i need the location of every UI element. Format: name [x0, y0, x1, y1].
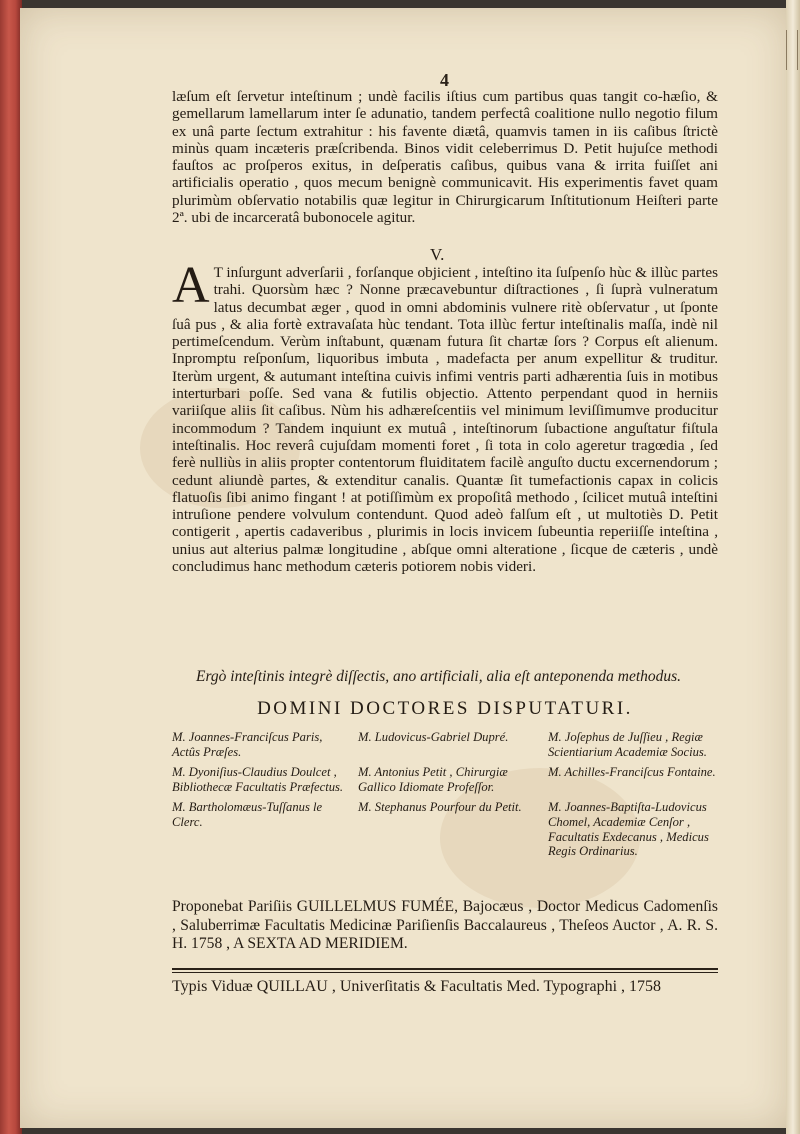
divider-rule — [172, 968, 718, 970]
paragraph-section-v-text: T inſurgunt adverſarii , forſanque objicient , inteſtino ita ſuſpenſo hùc & illùc partes trahi. Quorsùm hæc ? Nonne præcavebuntur diſtractiones , ſi ſuprà vulneratum latus decumbat æger , quod in omni abdominis vulnere ritè obſervatur , ut ſponte ſuâ pus , & alia fortè extravaſata hùc tendant. Tota illùc fertur inteſtinalis maſſa, indè nil pertimeſcendum. Verùm inſtabunt, quænam futura ſit chartæ ſors ? Corpus eſt alienum. Inpromptu reſponſum, liquoribus imbuta , madefacta per anum expellitur & truditur. Iterùm urgent, & autumant inteſtina cuivis infimi ventris parti adhærentia ſuis in motibus interturbari poſſe. Sed vana & futilis objectio. Attento perpendant quod in herniis variiſque aliis ſit caſibus. Nùm his adhæreſcentiis vel minimum leviſſimumve producitur incommodum ? Tandem inquiunt ex mutuâ , inteſtinorum ſubactione anguſtatur fiſtula inteſtinalis. Hoc reverâ cujuſdam momenti foret , ſi tota in colo ageretur tragœdia , ſed ferè nulliùs in aliis propter contentorum fluiditatem facilè anguſto ductu excernendorum ; cedunt aliundè partes, & extenditur canalis. Quantæ ſit tumefactionis capax in colicis flatuoſis ſibi animo fingant ! at potiſſimùm ex propoſitâ methodo , ſcilicet mutuâ inteſtini intruſione pendere volvulum contendunt. Quod adeò falſum eſt , ut multotiès D. Petit contigerit , apertis cadaveribus , plurimis in locis invicem ſubeuntia reperiiſſe inteſtina , unius aut alterius palmæ longitudine , abſque omni alteratione , ſicque de cæteris , undè concludimus hanc methodum cæteris potiorem nobis videri. — [172, 264, 718, 576]
disputants-list — [172, 730, 720, 859]
disputant: M. Stephanus Pourfour du Petit. — [358, 800, 522, 815]
disputant: M. Dyoniſius-Claudius Doulcet , Bibliothecæ Facultatis Præfectus. — [172, 765, 344, 794]
book-binding — [0, 0, 22, 1134]
proposer-statement: Proponebat Pariſiis GUILLELMUS FUMÉE, Bajocæus , Doctor Medicus Cadomenſis , Saluberrimæ Facultatis Medicinæ Pariſienſis Baccalaureus , Theſeos Auctor , A. R. S. H. 1758 , A SEXTA AD MERIDIEM. — [172, 898, 718, 952]
conclusion: Ergò inteſtinis integrè diſſectis, ano artificiali, alia eſt anteponenda methodus. — [196, 668, 682, 685]
disputant: M. Joannes-Baptiſta-Ludovicus Chomel, Academiæ Cenſor , Facultatis Exdecanus , Medicus Regis Ordinarius. — [548, 800, 709, 859]
paragraph-continued: læſum eſt ſervetur inteſtinum ; undè facilis iſtius cum partibus quas tangit co-hæſio, & gemellarum lamellarum inter ſe adunatio, tandem perfectâ coalitione nullo negotio filum ex unâ parte ſectum extrahitur : his favente diætâ, quamvis tamen in iis caſibus ſtrictè minùs quam incæteris præſcribenda. Binos vidit celeberrimus D. Petit hujuſce methodi fauſtos ac proſperos exitus, in deſperatis caſibus, quibus vana & irrita fuiſſet ani artificialis operatio , quos mecum benignè communicavit. His experimentis favet quam plurimùm obſervatio notabilis quæ legitur in Chirurgicarum Inſtitutionum Heiſteri parte 2ª. ubi de incarceratâ bubonocele agitur. — [172, 88, 718, 227]
drop-cap: A — [172, 257, 210, 314]
divider-rule — [172, 972, 718, 973]
paragraph-section-v — [172, 257, 718, 576]
disputant: M. Ludovicus-Gabriel Dupré. — [358, 730, 509, 744]
disputant: M. Antonius Petit , Chirurgiæ Gallico Idiomate Profeſſor. — [358, 765, 508, 794]
disputant: M. Joſephus de Juſſieu , Regiæ Scientiarium Academiæ Socius. — [548, 730, 707, 759]
printer-imprint: Typis Viduæ QUILLAU , Univerſitatis & Facultatis Med. Typographi , 1758 — [172, 978, 662, 995]
edge-mark — [786, 30, 798, 70]
disputant: M. Joannes-Franciſcus Paris, Actûs Præſes. — [172, 730, 323, 759]
disputant: M. Achilles-Franciſcus Fontaine. — [548, 765, 716, 780]
page-number: 4 — [440, 70, 449, 90]
section-number: V. — [430, 245, 445, 264]
disputants-title: DOMINI DOCTORES DISPUTATURI. — [257, 698, 633, 719]
disputant: M. Bartholomæus-Tuſſanus le Clerc. — [172, 800, 323, 829]
page-edge — [786, 0, 800, 1134]
